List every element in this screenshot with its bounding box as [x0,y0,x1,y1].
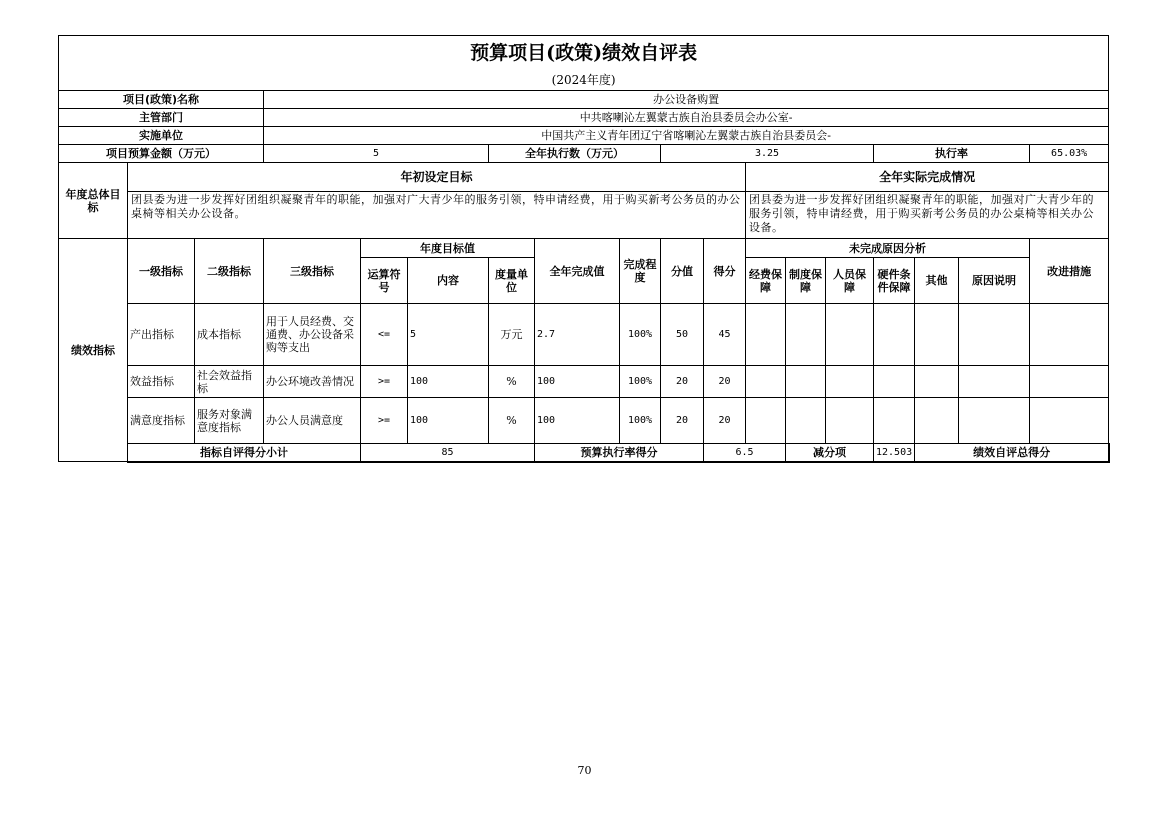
actual-result-text: 团县委为进一步发挥好团组织凝聚青年的职能，加强对广大青少年的服务引领，特申请经费，用于购买新考公务员的办公桌椅等相关办公设备。 [746,192,1109,239]
row-reason-explain [959,366,1030,398]
indicators-section-label: 绩效指标 [59,239,128,462]
project-name-value: 办公设备购置 [264,91,1109,109]
row-reason-hardware [874,304,915,366]
row-improve [1030,304,1109,366]
page-number: 70 [577,764,592,777]
header-reason-funding: 经费保障 [746,258,786,304]
row-reason-other [915,304,959,366]
row-reason-staff [826,366,874,398]
row-score: 20 [704,366,746,398]
row-completion: 100% [620,398,661,444]
row-score: 45 [704,304,746,366]
header-score: 得分 [704,239,746,304]
deduct-label: 减分项 [786,444,874,462]
table-row [59,366,1110,398]
row-content: 100 [408,366,489,398]
row-reason-funding [746,398,786,444]
unit-label: 实施单位 [59,127,264,145]
row-actual: 2.7 [535,304,620,366]
evaluation-sheet [58,35,1110,463]
row-actual: 100 [535,366,620,398]
header-reason-explain: 原因说明 [959,258,1030,304]
row-level1: 产出指标 [128,304,195,366]
header-reason-staff: 人员保障 [826,258,874,304]
row-content: 100 [408,398,489,444]
initial-goal-text: 团县委为进一步发挥好团组织凝聚青年的职能，加强对广大青少年的服务引领，特申请经费，用于购买新考公务员的办公桌椅等相关办公设备。 [128,192,746,239]
header-completion: 完成程度 [620,239,661,304]
row-reason-system [786,366,826,398]
row-completion: 100% [620,366,661,398]
project-name-label: 项目(政策)名称 [59,91,264,109]
initial-goal-header: 年初设定目标 [128,163,746,192]
row-level3: 用于人员经费、交通费、办公设备采购等支出 [264,304,361,366]
header-reason-hardware: 硬件条件保障 [874,258,915,304]
row-operator: >= [361,398,408,444]
row-level1: 效益指标 [128,366,195,398]
header-level1: 一级指标 [128,239,195,304]
row-level2: 服务对象满意度指标 [195,398,264,444]
header-score-value: 分值 [661,239,704,304]
row-unit: % [489,398,535,444]
subtotal-value: 85 [361,444,535,462]
header-unit: 度量单位 [489,258,535,304]
row-operator: <= [361,304,408,366]
row-reason-explain [959,398,1030,444]
subtotal-label: 指标自评得分小计 [128,444,361,462]
dept-value: 中共喀喇沁左翼蒙古族自治县委员会办公室- [264,109,1109,127]
row-reason-staff [826,398,874,444]
dept-label: 主管部门 [59,109,264,127]
row-reason-system [786,304,826,366]
row-reason-funding [746,304,786,366]
row-reason-system [786,398,826,444]
budget-label: 项目预算金额（万元） [59,145,264,163]
row-reason-explain [959,304,1030,366]
row-unit: 万元 [489,304,535,366]
row-improve [1030,366,1109,398]
header-operator: 运算符号 [361,258,408,304]
row-reason-hardware [874,366,915,398]
row-reason-other [915,398,959,444]
header-reason-group: 未完成原因分析 [746,239,1030,258]
row-unit: % [489,366,535,398]
header-actual: 全年完成值 [535,239,620,304]
table-title: 预算项目(政策)绩效自评表 [59,36,1109,71]
header-reason-other: 其他 [915,258,959,304]
row-improve [1030,398,1109,444]
header-content: 内容 [408,258,489,304]
table-year: (2024年度) [59,70,1109,91]
row-score-value: 20 [661,366,704,398]
row-operator: >= [361,366,408,398]
row-content: 5 [408,304,489,366]
row-reason-funding [746,366,786,398]
budget-value: 5 [264,145,489,163]
header-improve: 改进措施 [1030,239,1109,304]
header-reason-system: 制度保障 [786,258,826,304]
row-actual: 100 [535,398,620,444]
row-reason-staff [826,304,874,366]
actual-result-header: 全年实际完成情况 [746,163,1109,192]
budget-score-value: 6.5 [704,444,786,462]
header-target-group: 年度目标值 [361,239,535,258]
table-row [59,398,1110,444]
row-level2: 成本指标 [195,304,264,366]
row-level2: 社会效益指标 [195,366,264,398]
row-completion: 100% [620,304,661,366]
row-score: 20 [704,398,746,444]
budget-score-label: 预算执行率得分 [535,444,704,462]
goals-section-label: 年度总体目标 [59,163,128,239]
deduct-value: 12.503 [874,444,915,462]
row-score-value: 50 [661,304,704,366]
row-reason-hardware [874,398,915,444]
row-level3: 办公环境改善情况 [264,366,361,398]
table-row [59,304,1110,366]
header-level3: 三级指标 [264,239,361,304]
total-value [1109,444,1110,462]
executed-value: 3.25 [661,145,874,163]
row-reason-other [915,366,959,398]
unit-value: 中国共产主义青年团辽宁省喀喇沁左翼蒙古族自治县委员会- [264,127,1109,145]
row-level3: 办公人员满意度 [264,398,361,444]
rate-value: 65.03% [1030,145,1109,163]
header-level2: 二级指标 [195,239,264,304]
row-score-value: 20 [661,398,704,444]
total-label: 绩效自评总得分 [915,444,1109,462]
self-evaluation-table [58,35,1110,463]
executed-label: 全年执行数（万元） [489,145,661,163]
row-level1: 满意度指标 [128,398,195,444]
rate-label: 执行率 [874,145,1030,163]
